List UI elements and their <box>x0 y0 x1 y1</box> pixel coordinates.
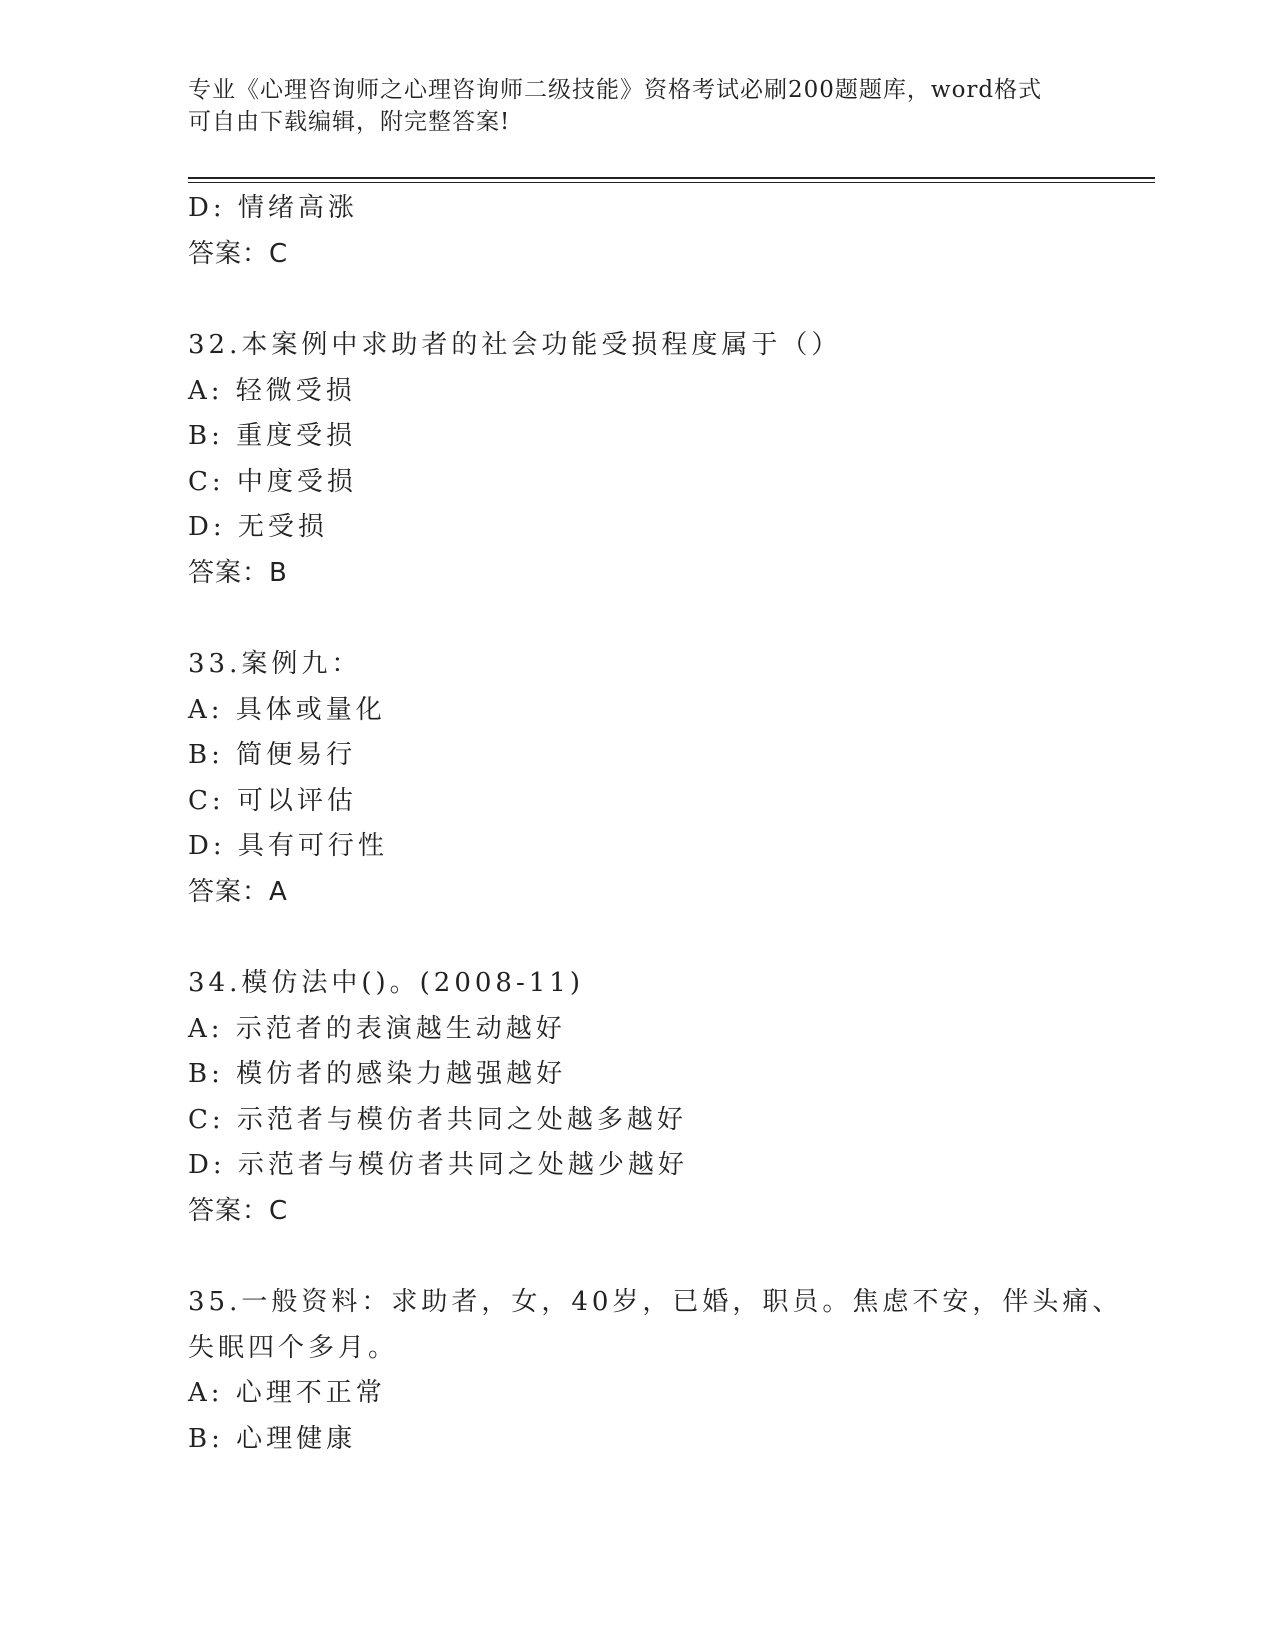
answer-line: 答案：C <box>188 238 289 269</box>
spacer <box>188 1234 1148 1280</box>
option-d: D: 情绪高涨 <box>188 193 358 223</box>
question-block-34 <box>188 961 1148 1234</box>
question-block-33 <box>188 642 1148 915</box>
option-b: B: 模仿者的感染力越强越好 <box>188 1059 567 1089</box>
option-d: D: 无受损 <box>188 512 328 542</box>
answer-line: 答案：B <box>188 557 288 588</box>
option-a: A: 心理不正常 <box>188 1378 386 1408</box>
option-b: B: 简便易行 <box>188 740 357 770</box>
option-b: B: 心理健康 <box>188 1423 357 1454</box>
answer-line: 答案：A <box>188 876 288 907</box>
option-b: B: 重度受损 <box>188 421 357 451</box>
question-block-continued <box>188 186 1148 277</box>
header-divider-thick <box>188 177 1155 179</box>
spacer <box>188 596 1148 642</box>
option-d: D: 具有可行性 <box>188 831 388 861</box>
option-c: C: 示范者与模仿者共同之处越多越好 <box>188 1104 687 1135</box>
spacer <box>188 915 1148 961</box>
option-a: A: 具体或量化 <box>188 694 386 725</box>
header-line-1: 专业《心理咨询师之心理咨询师二级技能》资格考试必刷200题题库，word格式 <box>188 77 1043 103</box>
question-list <box>188 186 1148 1462</box>
option-d: D: 示范者与模仿者共同之处越少越好 <box>188 1150 688 1180</box>
option-a: A: 轻微受损 <box>188 375 356 406</box>
option-c: C: 中度受损 <box>188 466 357 497</box>
option-a: A: 示范者的表演越生动越好 <box>188 1013 566 1044</box>
question-stem: 34.模仿法中()。(2008-11) <box>188 968 584 998</box>
spacer <box>188 277 1148 323</box>
option-c: C: 可以评估 <box>188 785 357 816</box>
question-stem: 33.案例九： <box>188 649 362 679</box>
question-stem-line-2: 失眠四个多月。 <box>188 1332 399 1363</box>
question-stem-line-1: 35.一般资料：求助者，女，40岁，已婚，职员。焦虑不安，伴头痛、 <box>188 1287 1123 1317</box>
question-stem: 32.本案例中求助者的社会功能受损程度属于（） <box>188 330 842 360</box>
header-divider-thin <box>188 182 1155 183</box>
answer-line: 答案：C <box>188 1195 289 1226</box>
question-block-32 <box>188 323 1148 596</box>
header-line-2: 可自由下载编辑，附完整答案! <box>188 109 511 135</box>
page-header <box>188 74 1088 138</box>
question-block-35 <box>188 1280 1148 1462</box>
